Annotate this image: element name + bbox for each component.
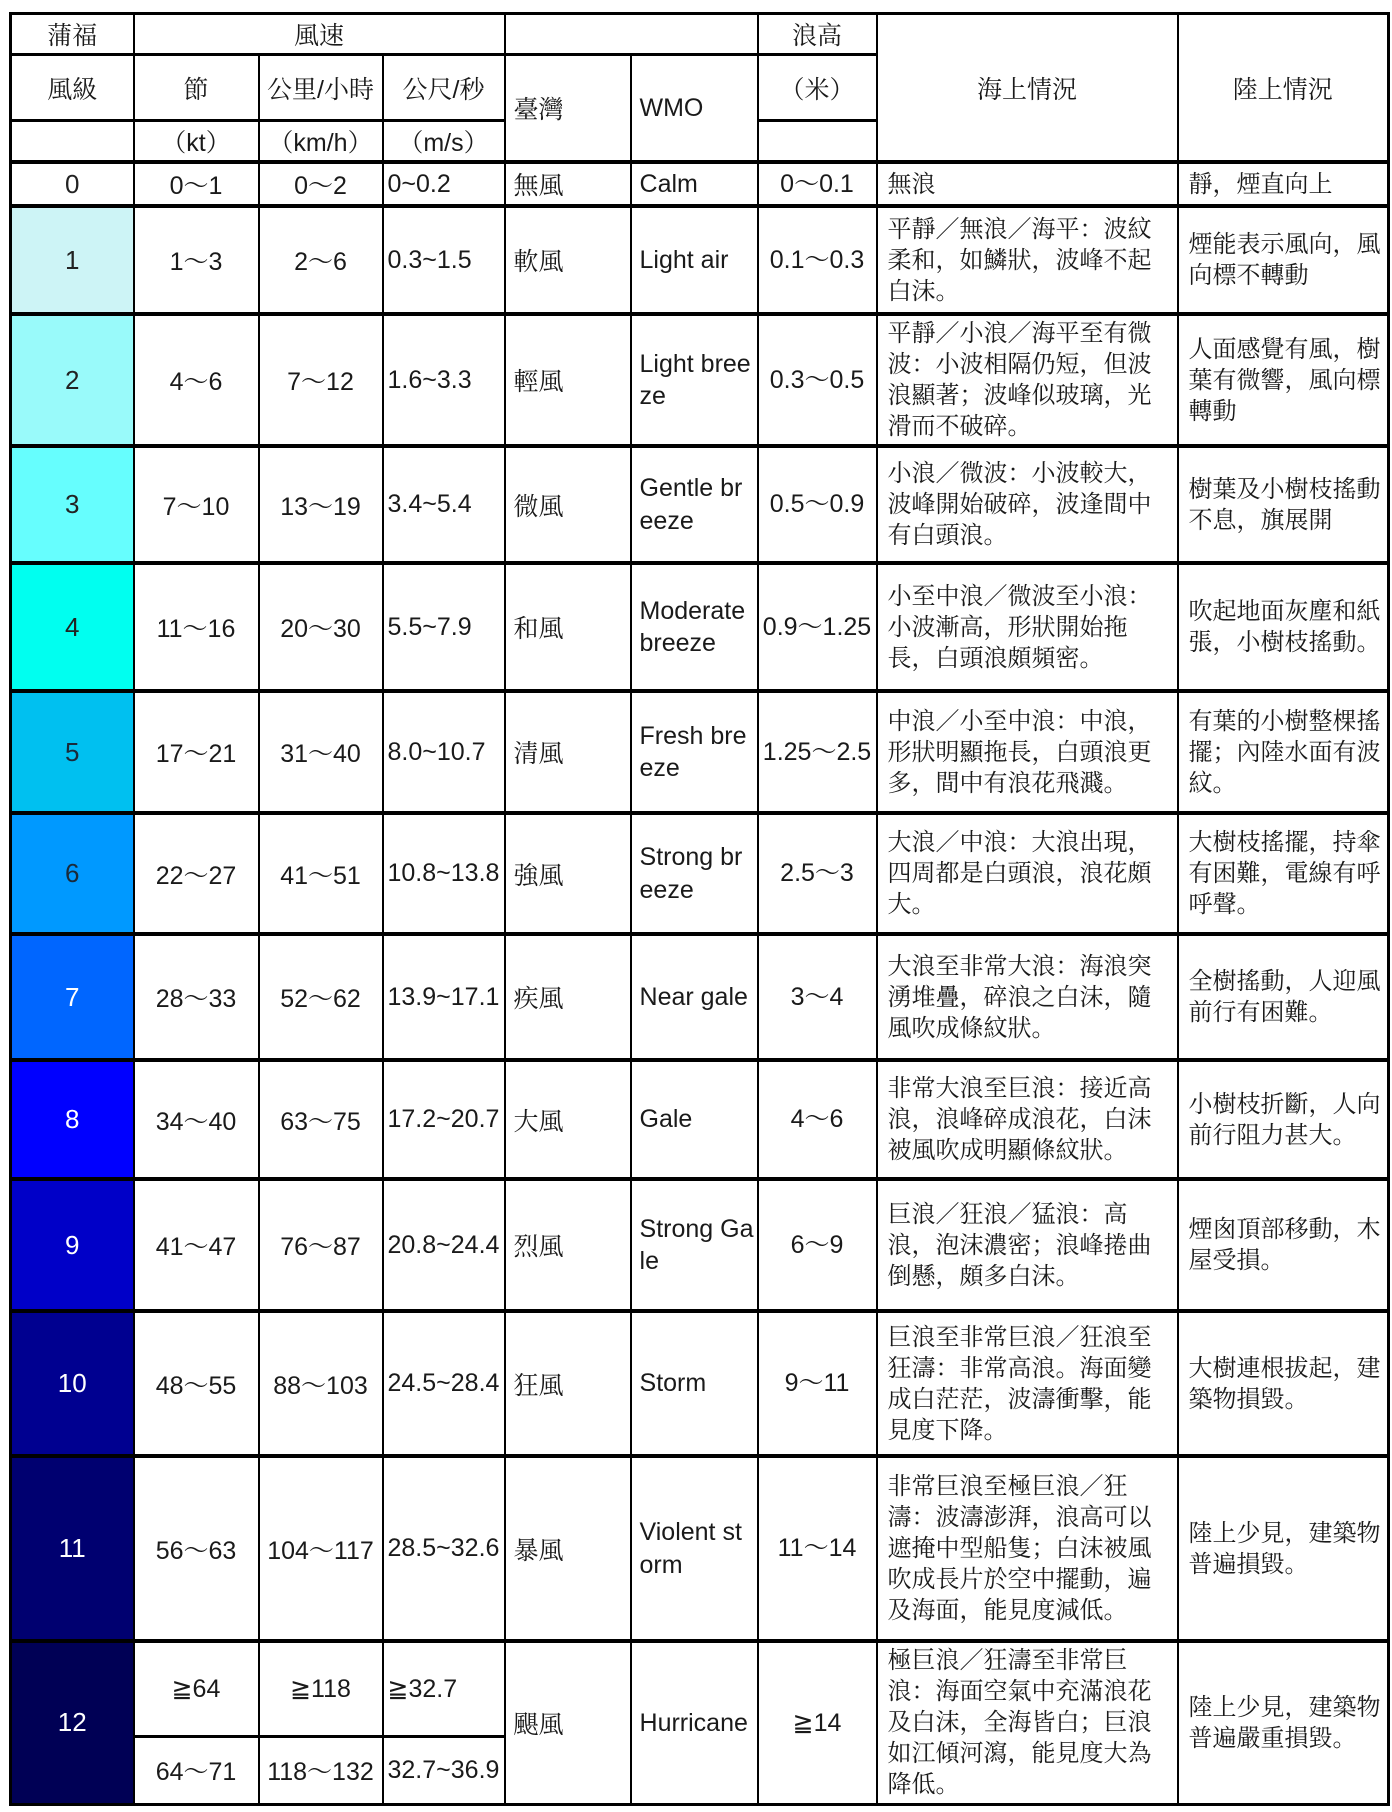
wind-speed-kmh: 20～30 <box>259 563 383 691</box>
taiwan-name: 和風 <box>505 563 631 691</box>
wmo-name: Near gale <box>631 934 758 1060</box>
land-condition: 陸上少見，建築物普遍嚴重損毀。 <box>1178 1641 1389 1804</box>
wind-speed-kt: 56～63 <box>134 1456 259 1641</box>
wind-speed-kt: 7～10 <box>134 446 259 563</box>
beaufort-number: 6 <box>11 813 134 934</box>
land-condition: 全樹搖動，人迎風前行有困難。 <box>1178 934 1389 1060</box>
header-kmh: 公里/小時 <box>259 55 383 121</box>
wind-speed-kt: 1～3 <box>134 206 259 314</box>
wave-height: 11～14 <box>758 1456 877 1641</box>
wind-speed-kmh <box>259 1641 383 1804</box>
taiwan-name: 颶風 <box>505 1641 631 1804</box>
wind-speed-kmh: 63～75 <box>259 1060 383 1179</box>
wind-speed-ms: 0~0.2 <box>383 162 505 206</box>
beaufort-number: 9 <box>11 1179 134 1311</box>
beaufort-number: 4 <box>11 563 134 691</box>
wind-speed-kt: 28～33 <box>134 934 259 1060</box>
sea-condition: 平靜／無浪／海平：波紋柔和，如鱗狀，波峰不起白沫。 <box>877 206 1178 314</box>
wind-speed-kt: 11～16 <box>134 563 259 691</box>
header-wave-height: 浪高 <box>758 14 877 55</box>
header-spacer-wave <box>758 121 877 163</box>
wmo-name: Calm <box>631 162 758 206</box>
land-condition: 有葉的小樹整棵搖擺；內陸水面有波紋。 <box>1178 691 1389 813</box>
sea-condition: 巨浪／狂浪／猛浪：高浪，泡沫濃密；浪峰捲曲倒懸，頗多白沫。 <box>877 1179 1178 1311</box>
wmo-name: Strong breeze <box>631 813 758 934</box>
beaufort-number: 10 <box>11 1311 134 1456</box>
beaufort-row <box>11 1311 1389 1456</box>
beaufort-number: 0 <box>11 162 134 206</box>
wave-height: 0.5～0.9 <box>758 446 877 563</box>
wave-height: 3～4 <box>758 934 877 1060</box>
wind-speed-kmh: 31～40 <box>259 691 383 813</box>
wind-speed-ms: 1.6~3.3 <box>383 314 505 446</box>
wmo-name: Strong Gale <box>631 1179 758 1311</box>
taiwan-name: 狂風 <box>505 1311 631 1456</box>
header-wind-speed: 風速 <box>134 14 505 55</box>
beaufort-number: 11 <box>11 1456 134 1641</box>
beaufort-row <box>11 934 1389 1060</box>
wind-speed-kmh: 76～87 <box>259 1179 383 1311</box>
land-condition: 小樹枝折斷，人向前行阻力甚大。 <box>1178 1060 1389 1179</box>
wmo-name: Hurricane <box>631 1641 758 1804</box>
beaufort-row <box>11 691 1389 813</box>
wmo-name: Light air <box>631 206 758 314</box>
land-condition: 人面感覺有風，樹葉有微響，風向標轉動 <box>1178 314 1389 446</box>
land-condition: 煙能表示風向，風向標不轉動 <box>1178 206 1389 314</box>
wmo-name: Gentle breeze <box>631 446 758 563</box>
wind-speed-kt: 48～55 <box>134 1311 259 1456</box>
wind-speed-ms: 13.9~17.1 <box>383 934 505 1060</box>
beaufort-row <box>11 1060 1389 1179</box>
wind-speed-kmh-lower: 118～132 <box>267 1758 374 1787</box>
wind-speed-ms: 24.5~28.4 <box>383 1311 505 1456</box>
wind-speed-ms: 28.5~32.6 <box>383 1456 505 1641</box>
taiwan-name: 軟風 <box>505 206 631 314</box>
wind-speed-kmh: 13～19 <box>259 446 383 563</box>
taiwan-name: 烈風 <box>505 1179 631 1311</box>
land-condition: 大樹連根拔起，建築物損毀。 <box>1178 1311 1389 1456</box>
wind-speed-kmh: 2～6 <box>259 206 383 314</box>
land-condition: 靜，煙直向上 <box>1178 162 1389 206</box>
header-row-1 <box>11 14 1389 55</box>
wave-height: 0～0.1 <box>758 162 877 206</box>
beaufort-scale-table <box>9 12 1390 1806</box>
beaufort-number: 7 <box>11 934 134 1060</box>
wave-height: 4～6 <box>758 1060 877 1179</box>
wmo-name: Moderate breeze <box>631 563 758 691</box>
wind-speed-kt: 22～27 <box>134 813 259 934</box>
wind-speed-kt-upper: ≧64 <box>135 1643 258 1738</box>
sea-condition: 平靜／小浪／海平至有微波：小波相隔仍短，但波浪顯著；波峰似玻璃，光滑而不破碎。 <box>877 314 1178 446</box>
beaufort-row <box>11 1641 1389 1804</box>
wmo-name: Fresh breeze <box>631 691 758 813</box>
wind-speed-kt <box>134 1641 259 1804</box>
wind-speed-kmh: 41～51 <box>259 813 383 934</box>
sea-condition: 巨浪至非常巨浪／狂浪至狂濤：非常高浪。海面變成白茫茫，波濤衝擊，能見度下降。 <box>877 1311 1178 1456</box>
beaufort-number: 5 <box>11 691 134 813</box>
taiwan-name: 無風 <box>505 162 631 206</box>
header-taiwan: 臺灣 <box>505 55 631 163</box>
taiwan-name: 輕風 <box>505 314 631 446</box>
wmo-name: Storm <box>631 1311 758 1456</box>
wind-speed-ms <box>383 1641 505 1804</box>
wmo-name: Violent storm <box>631 1456 758 1641</box>
beaufort-row <box>11 1456 1389 1641</box>
header-ms-unit: （m/s） <box>383 121 505 163</box>
taiwan-name: 疾風 <box>505 934 631 1060</box>
sea-condition: 無浪 <box>877 162 1178 206</box>
land-condition: 吹起地面灰塵和紙張，小樹枝搖動。 <box>1178 563 1389 691</box>
taiwan-name: 暴風 <box>505 1456 631 1641</box>
land-condition: 煙囪頂部移動，木屋受損。 <box>1178 1179 1389 1311</box>
beaufort-row <box>11 206 1389 314</box>
taiwan-name: 大風 <box>505 1060 631 1179</box>
header-spacer-beaufort <box>11 121 134 163</box>
wave-height: 2.5～3 <box>758 813 877 934</box>
wind-speed-kmh-upper: ≧118 <box>260 1643 382 1738</box>
beaufort-number: 12 <box>11 1641 134 1804</box>
wind-speed-kmh: 0～2 <box>259 162 383 206</box>
header-knots: 節 <box>134 55 259 121</box>
wind-speed-kt: 17～21 <box>134 691 259 813</box>
wind-speed-kmh: 52～62 <box>259 934 383 1060</box>
header-sea-state: 海上情況 <box>877 14 1178 163</box>
wind-speed-ms: 20.8~24.4 <box>383 1179 505 1311</box>
wind-speed-ms: 8.0~10.7 <box>383 691 505 813</box>
beaufort-row <box>11 1179 1389 1311</box>
header-wave-unit: （米） <box>758 55 877 121</box>
sea-condition: 大浪／中浪：大浪出現，四周都是白頭浪，浪花頗大。 <box>877 813 1178 934</box>
taiwan-name: 強風 <box>505 813 631 934</box>
wind-speed-kt-lower: 64～71 <box>155 1758 237 1787</box>
sea-condition: 非常巨浪至極巨浪／狂濤：波濤澎湃，浪高可以遮掩中型船隻；白沫被風吹成長片於空中擺動，遍及海面，能見度減低。 <box>877 1456 1178 1641</box>
wind-speed-kmh: 7～12 <box>259 314 383 446</box>
sea-condition: 大浪至非常大浪：海浪突湧堆疊，碎浪之白沫，隨風吹成條紋狀。 <box>877 934 1178 1060</box>
wind-speed-ms-upper: ≧32.7 <box>384 1643 504 1738</box>
wave-height: 0.1～0.3 <box>758 206 877 314</box>
wind-speed-kt: 41～47 <box>134 1179 259 1311</box>
beaufort-row <box>11 563 1389 691</box>
wind-speed-ms-lower: 32.7~36.9 <box>387 1755 500 1784</box>
wave-height: 6～9 <box>758 1179 877 1311</box>
wind-speed-kmh: 88～103 <box>259 1311 383 1456</box>
beaufort-number: 3 <box>11 446 134 563</box>
wind-speed-ms: 17.2~20.7 <box>383 1060 505 1179</box>
wave-height: 9～11 <box>758 1311 877 1456</box>
wave-height: 0.3～0.5 <box>758 314 877 446</box>
land-condition: 大樹枝搖擺，持傘有困難，電線有呼呼聲。 <box>1178 813 1389 934</box>
header-wmo: WMO <box>631 55 758 163</box>
wind-speed-kmh: 104～117 <box>259 1456 383 1641</box>
beaufort-row <box>11 314 1389 446</box>
sea-condition: 小至中浪／微波至小浪：小波漸高，形狀開始拖長，白頭浪頗頻密。 <box>877 563 1178 691</box>
wind-speed-ms: 5.5~7.9 <box>383 563 505 691</box>
wind-speed-ms: 3.4~5.4 <box>383 446 505 563</box>
taiwan-name: 清風 <box>505 691 631 813</box>
beaufort-number: 1 <box>11 206 134 314</box>
header-kmh-unit: （km/h） <box>259 121 383 163</box>
wave-height: 0.9～1.25 <box>758 563 877 691</box>
header-spacer-names <box>505 14 758 55</box>
taiwan-name: 微風 <box>505 446 631 563</box>
sea-condition: 非常大浪至巨浪：接近高浪，浪峰碎成浪花，白沫被風吹成明顯條紋狀。 <box>877 1060 1178 1179</box>
beaufort-row <box>11 813 1389 934</box>
land-condition: 陸上少見，建築物普遍損毀。 <box>1178 1456 1389 1641</box>
wmo-name: Gale <box>631 1060 758 1179</box>
sea-condition: 極巨浪／狂濤至非常巨浪：海面空氣中充滿浪花及白沫，全海皆白；巨浪如江傾河瀉，能見度大為降低。 <box>877 1641 1178 1804</box>
header-beaufort-top: 蒲福 <box>11 14 134 55</box>
beaufort-row <box>11 446 1389 563</box>
beaufort-number: 2 <box>11 314 134 446</box>
wind-speed-kt: 34～40 <box>134 1060 259 1179</box>
beaufort-number: 8 <box>11 1060 134 1179</box>
wind-speed-ms: 0.3~1.5 <box>383 206 505 314</box>
wave-height: 1.25～2.5 <box>758 691 877 813</box>
sea-condition: 小浪／微波：小波較大，波峰開始破碎，波逢間中有白頭浪。 <box>877 446 1178 563</box>
wind-speed-kt: 0～1 <box>134 162 259 206</box>
wmo-name: Light breeze <box>631 314 758 446</box>
header-land-state: 陸上情況 <box>1178 14 1389 163</box>
header-knots-unit: （kt） <box>134 121 259 163</box>
header-ms: 公尺/秒 <box>383 55 505 121</box>
wind-speed-kt: 4～6 <box>134 314 259 446</box>
wind-speed-ms: 10.8~13.8 <box>383 813 505 934</box>
sea-condition: 中浪／小至中浪：中浪，形狀明顯拖長，白頭浪更多，間中有浪花飛濺。 <box>877 691 1178 813</box>
wave-height: ≧14 <box>758 1641 877 1804</box>
land-condition: 樹葉及小樹枝搖動不息，旗展開 <box>1178 446 1389 563</box>
beaufort-row <box>11 162 1389 206</box>
header-beaufort-bottom: 風級 <box>11 55 134 121</box>
